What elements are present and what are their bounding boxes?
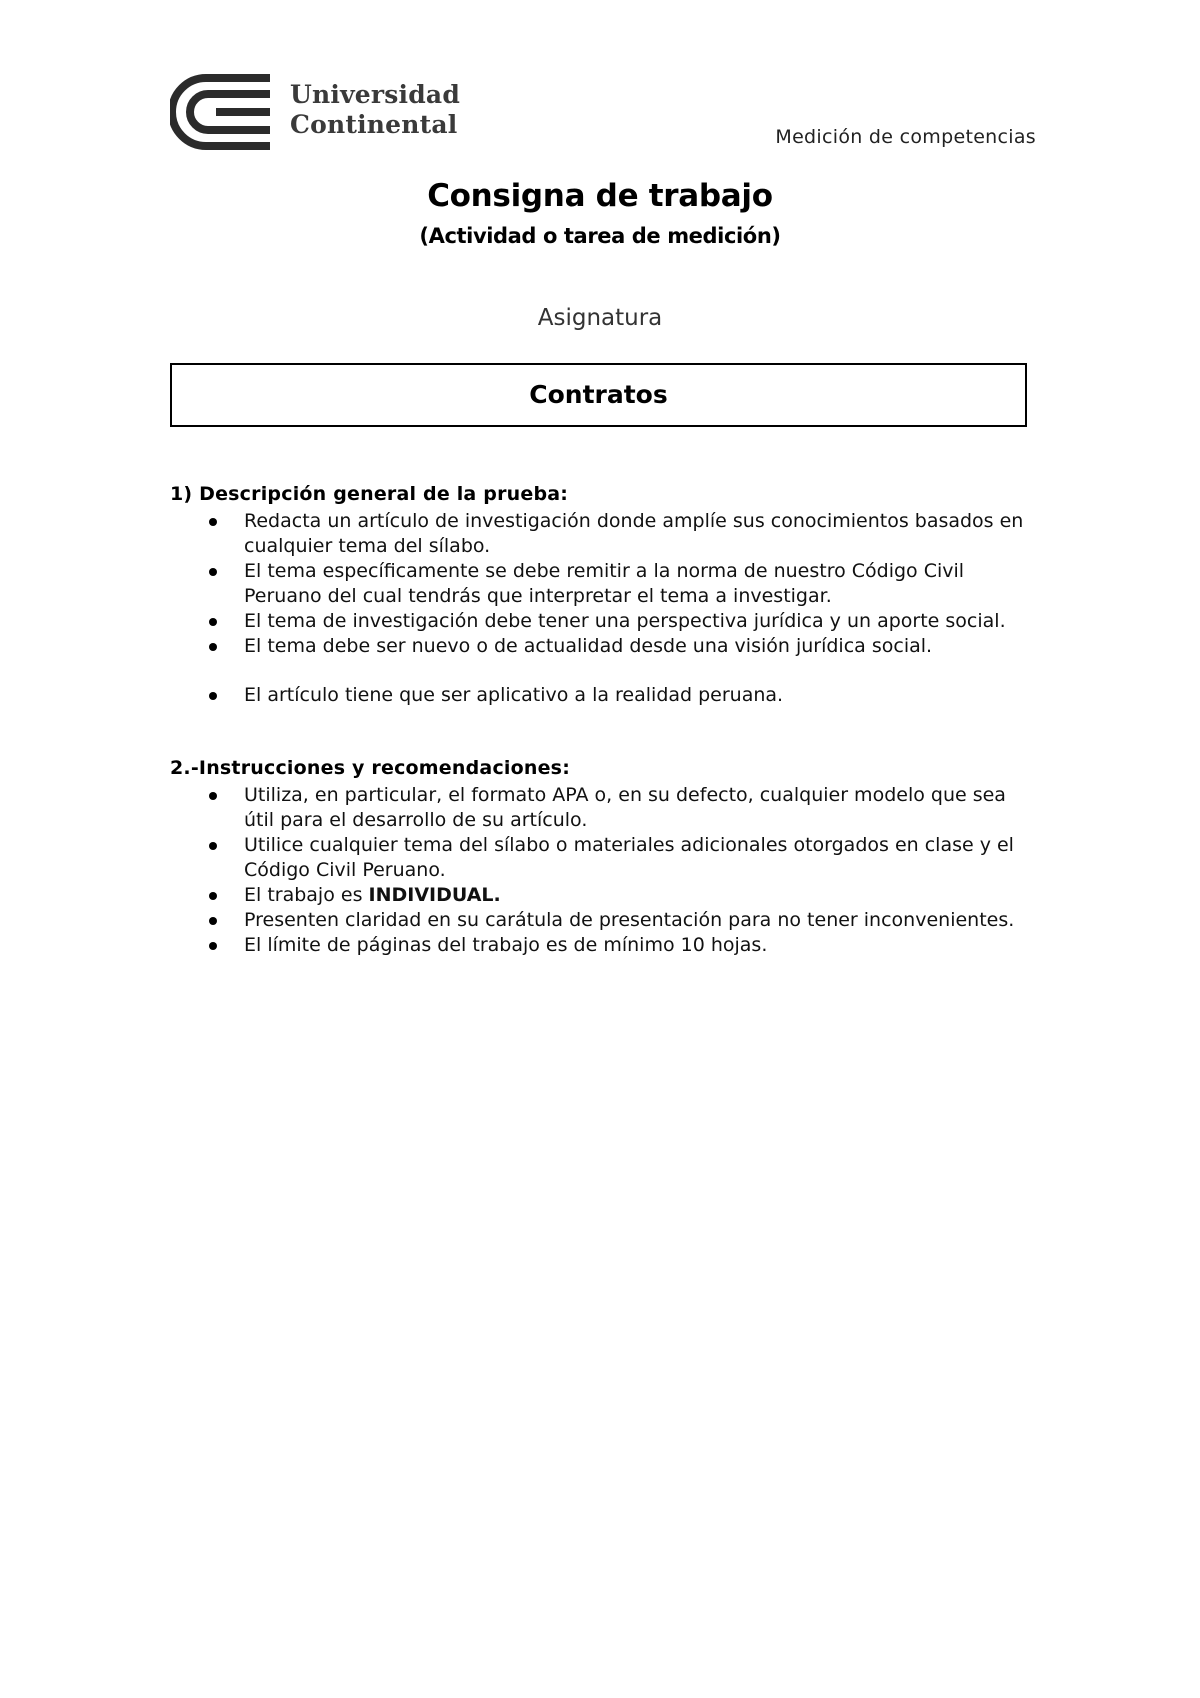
- bullet-icon: [209, 518, 217, 526]
- individual-label: INDIVIDUAL.: [368, 884, 501, 906]
- logo-line-2: Continental: [290, 110, 458, 139]
- list-item: El límite de páginas del trabajo es de mínimo 10 hojas.: [206, 933, 1036, 958]
- bullet-icon: [209, 643, 217, 651]
- bullet-icon: [209, 618, 217, 626]
- page-title: Consigna de trabajo: [427, 178, 773, 214]
- section-1-heading: 1) Descripción general de la prueba:: [170, 483, 569, 505]
- list-item: Redacta un artículo de investigación donde amplíe sus conocimientos basados en cualquier tema del sílabo.: [206, 509, 1036, 559]
- list-item: El artículo tiene que ser aplicativo a la realidad peruana.: [206, 683, 1036, 708]
- list-item: Presenten claridad en su carátula de presentación para no tener inconvenientes.: [206, 908, 1036, 933]
- list-item: Utiliza, en particular, el formato APA o, en su defecto, cualquier modelo que sea útil para el desarrollo de su artículo.: [206, 783, 1036, 833]
- university-logo: [170, 74, 460, 150]
- page-subtitle: (Actividad o tarea de medición): [419, 224, 781, 248]
- bullet-icon: [209, 942, 217, 950]
- bullet-icon: [209, 568, 217, 576]
- header-label: Medición de competencias: [775, 126, 1036, 148]
- bullet-icon: [209, 892, 217, 900]
- logo-mark-icon: [170, 74, 274, 150]
- section-2-list: [206, 783, 1036, 958]
- list-item: Utilice cualquier tema del sílabo o materiales adicionales otorgados en clase y el Código Civil Peruano.: [206, 833, 1036, 883]
- list-item: El tema debe ser nuevo o de actualidad desde una visión jurídica social.: [206, 634, 1036, 659]
- list-item: El trabajo es INDIVIDUAL.: [206, 883, 1036, 908]
- bullet-icon: [209, 792, 217, 800]
- list-item: El tema de investigación debe tener una perspectiva jurídica y un aporte social.: [206, 609, 1036, 634]
- subject-name: Contratos: [529, 380, 668, 409]
- bullet-icon: [209, 842, 217, 850]
- logo-line-1: Universidad: [290, 80, 461, 109]
- subject-box: [170, 363, 1027, 427]
- logo-wordmark: [290, 80, 460, 140]
- section-2-heading: 2.-Instrucciones y recomendaciones:: [170, 757, 570, 779]
- subject-label: Asignatura: [537, 305, 663, 331]
- section-1-list: [206, 509, 1036, 708]
- list-item: El tema específicamente se debe remitir a la norma de nuestro Código Civil Peruano del cual tendrás que interpretar el tema a investigar.: [206, 559, 1036, 609]
- bullet-icon: [209, 692, 217, 700]
- bullet-icon: [209, 917, 217, 925]
